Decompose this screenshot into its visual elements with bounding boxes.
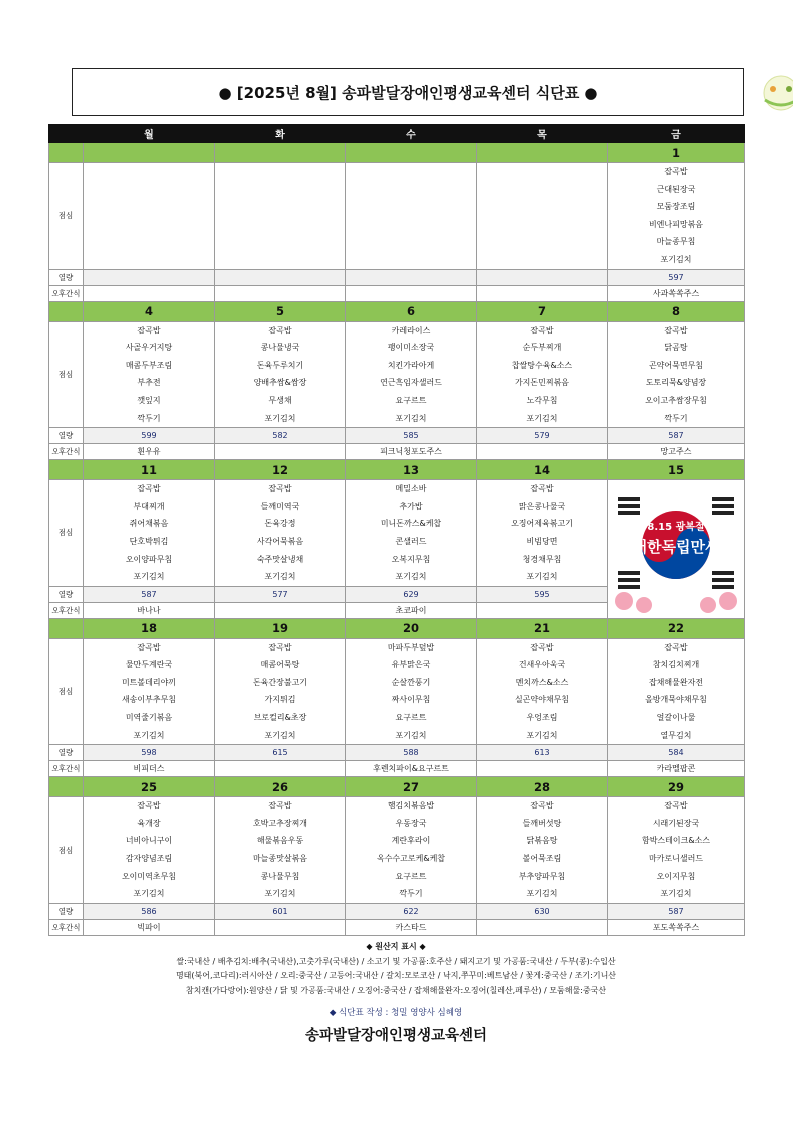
lunch-cell <box>608 163 745 270</box>
menu-item: 잡곡밥 <box>664 642 688 652</box>
calorie-label: 열량 <box>49 903 84 919</box>
menu-item: 오복지무침 <box>391 554 431 564</box>
calorie-label: 열량 <box>49 586 84 602</box>
menu-item: 잡곡밥 <box>530 325 554 335</box>
snack-value <box>215 919 346 935</box>
origin-line: 명태(북어,코다리):러시아산 / 오리:중국산 / 고등어:국내산 / 갈치:모로코산 / 낙지,쭈꾸미:베트남산 / 꽃게:중국산 / 조기:기니산 <box>175 971 617 980</box>
calorie-row <box>49 745 745 761</box>
snack-value: 후렌치파이&요구르트 <box>346 761 477 777</box>
calorie-value: 584 <box>608 745 745 761</box>
lunch-cell <box>215 480 346 587</box>
menu-item: 옥수수고로케&케찹 <box>376 854 446 864</box>
snack-value: 카라멜팝콘 <box>608 761 745 777</box>
lunch-row <box>49 321 745 428</box>
calorie-value: 595 <box>477 586 608 602</box>
origin-line: 참치캔(가다랑어):원양산 / 닭 및 가공품:국내산 / 오징어:중국산 / 잡채해물완자:오징어(칠레산,페루산) / 모둠해물:중국산 <box>185 985 607 995</box>
date-row <box>49 301 745 321</box>
menu-item: 오이미역초무침 <box>121 871 177 881</box>
origin-line: 쌀:국내산 / 배추김치:배추(국내산),고춧가루(국내산) / 소고기 및 가공품:호주산 / 돼지고기 및 가공품:국내산 / 두부(콩):수입산 <box>176 956 616 966</box>
date-cell <box>346 143 477 163</box>
menu-item: 오징어제육볶고기 <box>511 519 573 529</box>
menu-item: 연근흑임자샐러드 <box>380 378 442 388</box>
menu-item: 사골우거지탕 <box>125 343 173 353</box>
calorie-label: 열량 <box>49 745 84 761</box>
date-cell: 20 <box>346 618 477 638</box>
menu-item: 짜사이무침 <box>391 695 431 705</box>
lunch-row <box>49 638 745 745</box>
menu-item: 가지돈민찌볶음 <box>514 378 570 388</box>
holiday-title: 8.15 광복절 <box>647 522 705 534</box>
date-row <box>49 618 745 638</box>
header-fri: 금 <box>608 125 745 143</box>
date-cell: 4 <box>84 301 215 321</box>
lunch-cell <box>215 797 346 904</box>
date-cell: 13 <box>346 460 477 480</box>
snack-value <box>215 285 346 301</box>
snack-value: 흰우유 <box>84 444 215 460</box>
menu-item: 잡곡밥 <box>530 801 554 811</box>
date-cell <box>84 143 215 163</box>
menu-item: 잡곡밥 <box>268 325 292 335</box>
menu-item: 포기김치 <box>526 413 558 423</box>
date-row-label <box>49 777 84 797</box>
lunch-cell <box>477 480 608 587</box>
menu-item: 들깨미역국 <box>260 501 300 511</box>
menu-item: 실곤약야채무침 <box>514 695 570 705</box>
date-row <box>49 777 745 797</box>
date-row <box>49 460 745 480</box>
menu-item: 콩나물냉국 <box>260 343 300 353</box>
snack-row <box>49 761 745 777</box>
snack-label: 오후간식 <box>49 285 84 301</box>
menu-item: 마늘종무침 <box>656 237 696 247</box>
menu-item: 육개장 <box>137 818 161 828</box>
menu-item: 추가밥 <box>399 501 423 511</box>
menu-item: 포기김치 <box>660 254 692 264</box>
menu-item: 마카로니샐러드 <box>648 854 704 864</box>
menu-item: 포기김치 <box>526 730 558 740</box>
lunch-cell <box>84 638 215 745</box>
weekday-header-row <box>49 125 745 143</box>
menu-item: 부추양파무침 <box>518 871 566 881</box>
menu-item: 단호박튀김 <box>129 536 169 546</box>
holiday-cell <box>608 480 745 619</box>
menu-item: 순살깐풍기 <box>391 677 431 687</box>
menu-item: 함박스테이크&소스 <box>641 836 711 846</box>
menu-item: 잡곡밥 <box>664 325 688 335</box>
lunch-label: 점심 <box>49 797 84 904</box>
lunch-cell <box>346 321 477 428</box>
snack-value <box>215 602 346 618</box>
menu-item: 깍두기 <box>664 413 688 423</box>
menu-item: 포기김치 <box>395 730 427 740</box>
menu-item: 브로컬리&초장 <box>253 713 307 723</box>
menu-item: 요구르트 <box>395 713 427 723</box>
menu-item: 사각어묵볶음 <box>256 536 304 546</box>
menu-item: 돈육두루치기 <box>256 360 304 370</box>
calorie-value <box>477 269 608 285</box>
lunch-cell <box>608 321 745 428</box>
calorie-row <box>49 903 745 919</box>
lunch-cell <box>346 638 477 745</box>
menu-item: 포기김치 <box>526 889 558 899</box>
calorie-value: 622 <box>346 903 477 919</box>
menu-item: 시래기된장국 <box>652 818 700 828</box>
date-cell: 1 <box>608 143 745 163</box>
menu-item: 들깨버섯탕 <box>522 818 562 828</box>
menu-item: 요구르트 <box>395 395 427 405</box>
calorie-value <box>215 269 346 285</box>
date-cell: 8 <box>608 301 745 321</box>
calorie-value: 587 <box>84 586 215 602</box>
menu-item: 콩나물무침 <box>260 871 300 881</box>
menu-item: 치킨가라아게 <box>387 360 435 370</box>
calorie-value: 586 <box>84 903 215 919</box>
menu-item: 포기김치 <box>264 889 296 899</box>
menu-item: 미역줄기볶음 <box>125 713 173 723</box>
menu-item: 오이양파무침 <box>125 554 173 564</box>
date-cell: 11 <box>84 460 215 480</box>
snack-value: 비피더스 <box>84 761 215 777</box>
snack-row <box>49 919 745 935</box>
menu-item: 오이지무침 <box>656 871 696 881</box>
snack-value <box>477 919 608 935</box>
menu-item: 가지튀김 <box>264 695 296 705</box>
menu-item: 마늘종맛살볶음 <box>252 854 308 864</box>
menu-item: 곤약어묵면무침 <box>648 360 704 370</box>
menu-item: 잡곡밥 <box>664 801 688 811</box>
menu-item: 감자양념조림 <box>125 854 173 864</box>
calorie-value: 579 <box>477 428 608 444</box>
menu-item: 포기김치 <box>264 413 296 423</box>
lunch-cell <box>477 797 608 904</box>
calorie-value: 629 <box>346 586 477 602</box>
lunch-cell <box>84 163 215 270</box>
calorie-row <box>49 428 745 444</box>
menu-item: 무생채 <box>268 395 292 405</box>
lunch-cell <box>84 480 215 587</box>
date-cell: 12 <box>215 460 346 480</box>
snack-value <box>477 444 608 460</box>
menu-item: 얼갈이나물 <box>656 713 696 723</box>
menu-item: 포기김치 <box>133 730 165 740</box>
menu-item: 청경채무침 <box>522 554 562 564</box>
snack-row <box>49 444 745 460</box>
date-row-label <box>49 143 84 163</box>
calorie-value: 588 <box>346 745 477 761</box>
menu-item: 포기김치 <box>264 572 296 582</box>
menu-item: 근대된장국 <box>656 184 696 194</box>
menu-item: 우동장국 <box>395 818 427 828</box>
snack-value: 빅파이 <box>84 919 215 935</box>
menu-item: 포기김치 <box>526 572 558 582</box>
origin-section <box>48 940 744 998</box>
calorie-value: 587 <box>608 428 745 444</box>
snack-value <box>477 285 608 301</box>
menu-item: 포기김치 <box>395 572 427 582</box>
lunch-cell <box>346 797 477 904</box>
header-tue: 화 <box>215 125 346 143</box>
snack-value <box>346 285 477 301</box>
date-cell: 22 <box>608 618 745 638</box>
calorie-value <box>346 269 477 285</box>
menu-item: 깍두기 <box>137 413 161 423</box>
organization-name: 송파발달장애인평생교육센터 <box>304 1028 488 1044</box>
date-cell: 5 <box>215 301 346 321</box>
calorie-row <box>49 269 745 285</box>
menu-item: 숙주맛살냉채 <box>256 554 304 564</box>
menu-item: 비빔당면 <box>526 536 558 546</box>
menu-item: 우엉조림 <box>526 713 558 723</box>
date-cell: 21 <box>477 618 608 638</box>
menu-item: 메밀소바 <box>395 484 427 494</box>
lunch-cell <box>346 480 477 587</box>
date-cell: 28 <box>477 777 608 797</box>
lunch-label: 점심 <box>49 638 84 745</box>
date-cell: 26 <box>215 777 346 797</box>
menu-item: 순두부찌개 <box>522 343 562 353</box>
origin-heading: ◆ 원산지 표시 ◆ <box>366 942 426 951</box>
menu-item: 매콤어묵탕 <box>260 660 300 670</box>
menu-item: 멘치까스&소스 <box>515 677 569 687</box>
calorie-value: 615 <box>215 745 346 761</box>
menu-item: 잡곡밥 <box>530 484 554 494</box>
menu-item: 올방개묵야채무침 <box>645 695 707 705</box>
date-cell: 15 <box>608 460 745 480</box>
lunch-cell <box>84 797 215 904</box>
menu-item: 양배추쌈&쌈장 <box>253 378 307 388</box>
menu-item: 팽이미소장국 <box>387 343 435 353</box>
menu-item: 포기김치 <box>133 889 165 899</box>
lunch-row <box>49 797 745 904</box>
menu-item: 잡채해물완자전 <box>648 677 704 687</box>
calorie-value: 601 <box>215 903 346 919</box>
menu-item: 부추전 <box>137 378 161 388</box>
snack-value <box>215 444 346 460</box>
menu-item: 도토리묵&양념장 <box>645 378 707 388</box>
calorie-label: 열량 <box>49 428 84 444</box>
lunch-cell <box>215 163 346 270</box>
menu-item: 유부맑은국 <box>391 660 431 670</box>
calorie-value: 599 <box>84 428 215 444</box>
snack-label: 오후간식 <box>49 602 84 618</box>
menu-item: 맑은콩나물국 <box>518 501 566 511</box>
date-cell <box>477 143 608 163</box>
snack-value: 사과쏙쏙주스 <box>608 285 745 301</box>
menu-table <box>48 124 745 936</box>
calorie-value: 587 <box>608 903 745 919</box>
page-title: ● [2025년 8월] 송파발달장애인평생교육센터 식단표 ● <box>218 84 598 102</box>
menu-item: 비엔나피망볶음 <box>648 219 704 229</box>
menu-item: 잡곡밥 <box>664 167 688 176</box>
menu-item: 볼어묵조림 <box>522 854 562 864</box>
menu-item: 계란후라이 <box>391 836 431 846</box>
menu-item: 잡곡밥 <box>268 642 292 652</box>
snack-value <box>215 761 346 777</box>
menu-item: 부대찌개 <box>133 501 165 511</box>
menu-item: 찹쌀탕수육&소스 <box>511 360 573 370</box>
lunch-cell <box>346 163 477 270</box>
lunch-cell <box>477 321 608 428</box>
date-cell: 19 <box>215 618 346 638</box>
calorie-value: 598 <box>84 745 215 761</box>
menu-item: 새송이부추무침 <box>121 695 177 705</box>
header-corner <box>49 125 84 143</box>
snack-value <box>84 285 215 301</box>
snack-value: 초코파이 <box>346 602 477 618</box>
menu-item: 잡곡밥 <box>137 801 161 811</box>
snack-row <box>49 285 745 301</box>
lunch-label: 점심 <box>49 321 84 428</box>
menu-item: 햄김치볶음밥 <box>387 801 435 811</box>
calorie-value: 585 <box>346 428 477 444</box>
date-cell: 27 <box>346 777 477 797</box>
date-row-label <box>49 301 84 321</box>
menu-item: 돈육강정 <box>264 519 296 529</box>
menu-item: 잡곡밥 <box>137 484 161 494</box>
lunch-cell <box>608 797 745 904</box>
snack-value: 포도쏙쏙주스 <box>608 919 745 935</box>
menu-item: 깻잎지 <box>137 395 161 405</box>
snack-value: 카스타드 <box>346 919 477 935</box>
menu-item: 건새우아욱국 <box>518 660 566 670</box>
menu-item: 포기김치 <box>660 889 692 899</box>
calorie-value: 582 <box>215 428 346 444</box>
date-cell: 7 <box>477 301 608 321</box>
menu-item: 콘샐러드 <box>395 536 427 546</box>
date-row <box>49 143 745 163</box>
lunch-cell <box>477 638 608 745</box>
menu-item: 요구르트 <box>395 871 427 881</box>
date-cell: 29 <box>608 777 745 797</box>
snack-value: 망고주스 <box>608 444 745 460</box>
menu-item: 잡곡밥 <box>268 484 292 494</box>
calorie-value: 630 <box>477 903 608 919</box>
menu-item: 포기김치 <box>264 730 296 740</box>
date-row-label <box>49 460 84 480</box>
lunch-row <box>49 163 745 270</box>
menu-item: 물만두계란국 <box>125 660 173 670</box>
lunch-cell <box>215 321 346 428</box>
snack-label: 오후간식 <box>49 444 84 460</box>
menu-item: 미트볼데리야끼 <box>121 677 177 687</box>
lunch-cell <box>608 638 745 745</box>
calorie-value: 597 <box>608 269 745 285</box>
date-cell: 18 <box>84 618 215 638</box>
menu-item: 매콤두부조림 <box>125 360 173 370</box>
snack-value: 바나나 <box>84 602 215 618</box>
menu-item: 쥐어채볶음 <box>129 519 169 529</box>
menu-item: 카레라이스 <box>391 325 431 335</box>
menu-item: 잡곡밥 <box>137 642 161 652</box>
calorie-value <box>84 269 215 285</box>
calorie-label: 열량 <box>49 269 84 285</box>
menu-item: 깍두기 <box>399 889 423 899</box>
menu-item: 돈육간장불고기 <box>252 677 308 687</box>
menu-item: 열무김치 <box>660 730 692 740</box>
menu-item: 마파두부덮밥 <box>387 642 435 652</box>
date-cell <box>215 143 346 163</box>
menu-item: 호박고추장찌개 <box>252 818 308 828</box>
menu-item: 해물볶음우동 <box>256 836 304 846</box>
snack-value: 피크닉청포도주스 <box>346 444 477 460</box>
menu-item: 너비아니구이 <box>125 836 173 846</box>
menu-item: 잡곡밥 <box>137 325 161 335</box>
menu-item: 닭볶음탕 <box>526 836 558 846</box>
lunch-cell <box>215 638 346 745</box>
writer-note: ◆ 식단표 작성 : 청밀 영양사 심혜영 <box>329 1008 463 1018</box>
snack-label: 오후간식 <box>49 761 84 777</box>
menu-item: 참치김치찌개 <box>652 660 700 670</box>
snack-value <box>477 761 608 777</box>
logo-icon <box>751 74 793 112</box>
menu-item: 오이고추쌈장무침 <box>645 395 707 405</box>
menu-item: 잡곡밥 <box>268 801 292 811</box>
calorie-value: 613 <box>477 745 608 761</box>
lunch-cell <box>477 163 608 270</box>
header-mon: 월 <box>84 125 215 143</box>
date-cell: 25 <box>84 777 215 797</box>
title-box <box>72 68 744 116</box>
lunch-label: 점심 <box>49 480 84 587</box>
menu-item: 노각무침 <box>526 395 558 405</box>
date-row-label <box>49 618 84 638</box>
calorie-value: 577 <box>215 586 346 602</box>
date-cell: 14 <box>477 460 608 480</box>
header-thu: 목 <box>477 125 608 143</box>
menu-item: 모둠장조림 <box>656 202 696 212</box>
menu-item: 포기김치 <box>395 413 427 423</box>
menu-item: 닭곰탕 <box>664 343 688 353</box>
menu-item: 잡곡밥 <box>530 642 554 652</box>
menu-item: 포기김치 <box>133 572 165 582</box>
holiday-slogan: 대한독립만세 <box>632 538 720 557</box>
lunch-row <box>49 480 745 587</box>
header-wed: 수 <box>346 125 477 143</box>
lunch-label: 점심 <box>49 163 84 270</box>
snack-label: 오후간식 <box>49 919 84 935</box>
menu-item: 미니돈까스&케찹 <box>380 519 442 529</box>
snack-value <box>477 602 608 618</box>
lunch-cell <box>84 321 215 428</box>
date-cell: 6 <box>346 301 477 321</box>
